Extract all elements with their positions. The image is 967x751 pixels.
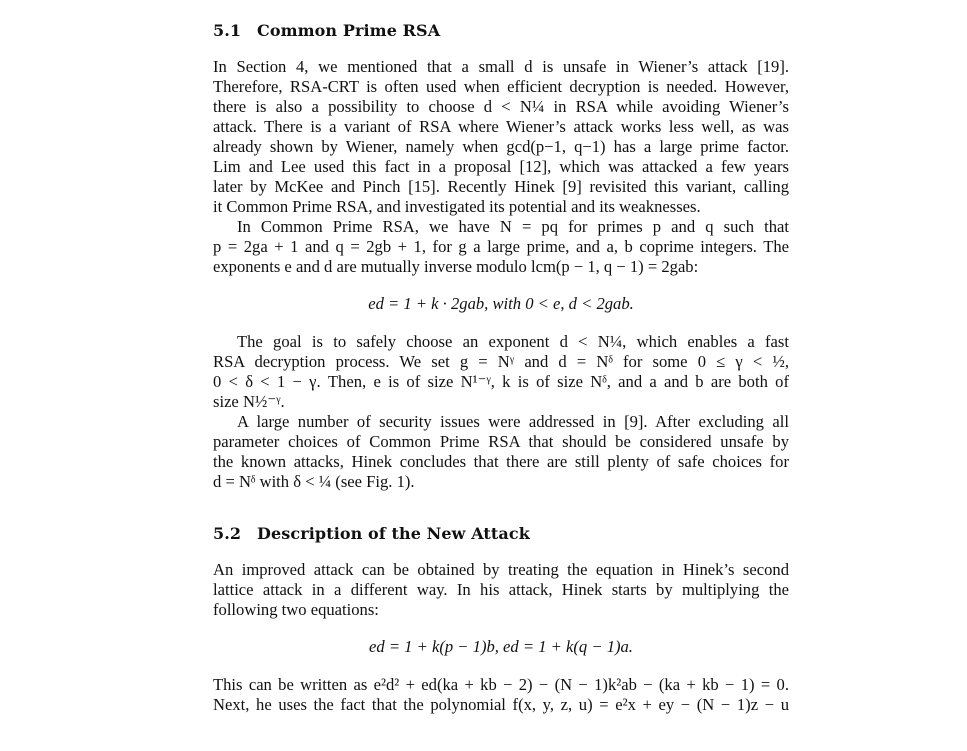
text-line: following two equations: xyxy=(213,600,379,619)
paragraph-common-prime-def xyxy=(213,217,789,277)
text-line: later by McKee and Pinch [15]. Recently Hinek [9] revisited this variant, calling xyxy=(213,177,789,196)
text-line: This can be written as e²d² + ed(ka + kb − 2) − (N − 1)k²ab − (ka + kb − 1) = 0. xyxy=(213,675,789,694)
paragraph-goal xyxy=(213,332,789,412)
section-title: Description of the New Attack xyxy=(257,524,530,543)
paragraph-improved-attack xyxy=(213,560,789,620)
text-line: the known attacks, Hinek concludes that there are still plenty of safe choices for xyxy=(213,452,789,471)
text-line: 0 < δ < 1 − γ. Then, e is of size N¹⁻ᵞ, k is of size Nᵟ, and a and b are both of xyxy=(213,372,789,391)
text-line: A large number of security issues were addressed in [9]. After excluding all xyxy=(237,412,789,431)
paragraph-wiener-intro xyxy=(213,57,789,217)
text-line: there is also a possibility to choose d < N¼ in RSA while avoiding Wiener’s xyxy=(213,97,789,116)
section-number: 5.1 xyxy=(213,21,242,40)
equation-ed-2gab: ed = 1 + k · 2gab, with 0 < e, d < 2gab. xyxy=(368,294,634,313)
text-line: it Common Prime RSA, and investigated its potential and its weaknesses. xyxy=(213,197,701,216)
text-line: Therefore, RSA-CRT is often used when efficient decryption is needed. However, xyxy=(213,77,789,96)
text-line: size N½⁻ᵞ. xyxy=(213,392,285,411)
text-line: lattice attack in a different way. In his attack, Hinek starts by multiplying the xyxy=(213,580,789,599)
section-5-1-heading xyxy=(213,21,440,40)
text-line: p = 2ga + 1 and q = 2gb + 1, for g a large prime, and a, b coprime integers. The xyxy=(213,237,789,256)
text-line: The goal is to safely choose an exponent d < N¼, which enables a fast xyxy=(237,332,789,351)
section-number: 5.2 xyxy=(213,524,242,543)
paragraph-security-issues xyxy=(213,412,789,492)
text-line: RSA decryption process. We set g = Nᵞ and d = Nᵟ for some 0 ≤ γ < ½, xyxy=(213,352,789,371)
text-line: already shown by Wiener, namely when gcd(p−1, q−1) has a large prime factor. xyxy=(213,137,789,156)
paragraph-polynomial xyxy=(213,675,789,715)
text-line: In Section 4, we mentioned that a small d is unsafe in Wiener’s attack [19]. xyxy=(213,57,789,76)
equation-hinek-pair: ed = 1 + k(p − 1)b, ed = 1 + k(q − 1)a. xyxy=(369,637,633,656)
text-line: d = Nᵟ with δ < ¼ (see Fig. 1). xyxy=(213,472,415,491)
text-line: Lim and Lee used this fact in a proposal [12], which was attacked a few years xyxy=(213,157,789,176)
text-line: In Common Prime RSA, we have N = pq for primes p and q such that xyxy=(237,217,789,236)
section-title: Common Prime RSA xyxy=(257,21,441,40)
text-line: exponents e and d are mutually inverse modulo lcm(p − 1, q − 1) = 2gab: xyxy=(213,257,699,276)
text-line: parameter choices of Common Prime RSA that should be considered unsafe by xyxy=(213,432,789,451)
section-5-2-heading xyxy=(213,524,530,543)
text-line: Next, he uses the fact that the polynomial f(x, y, z, u) = e²x + ey − (N − 1)z − u xyxy=(213,695,789,714)
text-line: attack. There is a variant of RSA where Wiener’s attack works less well, as was xyxy=(213,117,789,136)
text-line: An improved attack can be obtained by treating the equation in Hinek’s second xyxy=(213,560,789,579)
